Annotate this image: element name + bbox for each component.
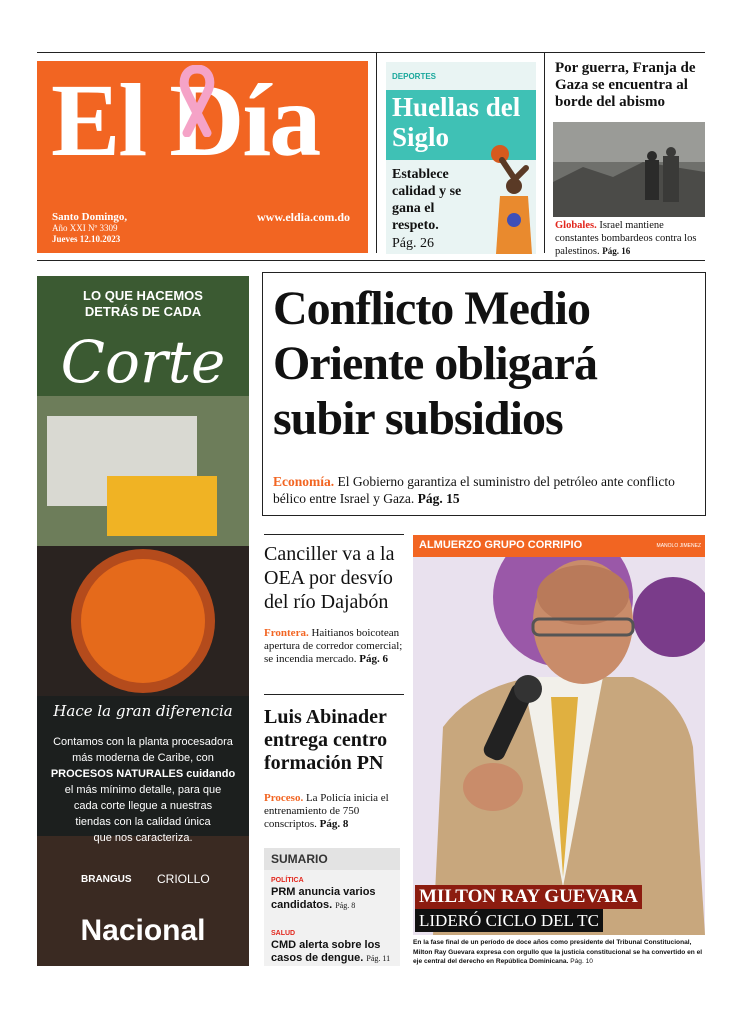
portrait-name: MILTON RAY GUEVARA xyxy=(415,885,642,909)
ad-body-line: PROCESOS NATURALES cuidando xyxy=(50,768,236,780)
teaser-title: Huellas del Siglo xyxy=(392,92,521,152)
top-rule xyxy=(37,52,705,53)
gaza-summary xyxy=(555,220,705,259)
masthead[interactable] xyxy=(37,61,368,253)
almuerzo-photo[interactable] xyxy=(413,557,705,935)
horizontal-rule xyxy=(264,694,404,695)
column-divider xyxy=(544,53,545,253)
story-summary xyxy=(264,792,404,831)
kicker: Economía. xyxy=(273,474,335,489)
ad-script-word: Corte xyxy=(60,328,226,396)
sumario-item[interactable] xyxy=(271,939,399,965)
basketball-player-image xyxy=(472,140,536,254)
page-ref: Pág. 6 xyxy=(359,653,389,665)
ad-top-line: DETRÁS DE CADA xyxy=(84,304,202,319)
caption-text: En la fase final de un período de doce años como presidente del Tribunal Constitucional, Milton Ray Guevara expresa con orgullo que la justicia constitucional se ha convertido en el eje central del derecho en República Dominicana. xyxy=(413,939,703,965)
section-label: DEPORTES xyxy=(392,72,437,81)
ad-body-line: cada corte llegue a nuestras xyxy=(73,800,213,812)
sumario-item-text: PRM anuncia varios candidatos. xyxy=(271,886,376,911)
ad-brand-brangus: BRANGUS xyxy=(81,874,132,885)
sumario-section: SALUD xyxy=(271,930,296,937)
ad-tagline: Hace la gran diferencia xyxy=(53,702,233,720)
pink-ribbon-icon xyxy=(167,65,227,137)
deportes-teaser[interactable] xyxy=(386,62,536,254)
sumario-item-text: CMD alerta sobre los casos de dengue. xyxy=(271,939,381,964)
sumario-section: POLÍTICA xyxy=(271,877,304,884)
kicker: Globales. xyxy=(555,220,597,231)
masthead-url[interactable]: www.eldia.com.do xyxy=(257,210,350,224)
story-summary xyxy=(264,627,404,666)
sumario-box xyxy=(264,848,400,966)
main-story[interactable] xyxy=(262,272,706,516)
ad-body-line: el más mínimo detalle, para que xyxy=(64,784,222,796)
column-divider xyxy=(376,53,377,253)
main-summary xyxy=(273,473,703,507)
page-ref: Pág. 15 xyxy=(417,491,460,506)
logo: El Día xyxy=(51,63,320,178)
teaser-text: Establece calidad y se gana el respeto. xyxy=(392,167,462,233)
summary-text: El Gobierno garantiza el suministro del petróleo ante conflicto bélico entre Israel y Gaza. xyxy=(273,474,675,506)
portrait-subtitle: LIDERÓ CICLO DEL TC xyxy=(415,909,603,932)
page-ref: Pág. 8 xyxy=(319,818,349,830)
horizontal-rule xyxy=(37,260,705,261)
page-ref: Pág. 26 xyxy=(392,236,434,251)
ad-brand-criollo: CRIOLLO xyxy=(157,872,210,886)
gaza-headline[interactable]: Por guerra, Franja de Gaza se encuentra al borde del abismo xyxy=(555,60,696,110)
kicker: Frontera. xyxy=(264,627,309,639)
sumario-title: SUMARIO xyxy=(264,848,400,870)
masthead-date: Jueves 12.10.2023 xyxy=(52,234,121,244)
ad-top-line: LO QUE HACEMOS xyxy=(83,288,203,303)
almuerzo-label: ALMUERZO GRUPO CORRIPIO xyxy=(419,539,583,551)
masthead-edition: Año XXI Nº 3309 xyxy=(52,223,118,233)
portrait-image xyxy=(413,557,705,935)
masthead-city: Santo Domingo, xyxy=(52,211,128,223)
main-headline: Conflicto Medio Oriente obligará subir subsidios xyxy=(273,282,597,445)
story-headline[interactable]: Luis Abinader entrega centro formación PN xyxy=(264,706,388,774)
gaza-photo xyxy=(553,122,705,217)
horizontal-rule xyxy=(264,534,404,535)
ad-body-line: Contamos con la planta procesadora xyxy=(53,736,233,748)
ad-body-line: que nos caracteriza. xyxy=(93,832,193,844)
ad-brand-nacional: Nacional xyxy=(80,914,206,947)
summary-text: Israel mantiene constantes bombardeos contra los palestinos. xyxy=(555,220,697,257)
story-headline[interactable]: Canciller va a la OEA por desvío del río Dajabón xyxy=(264,543,395,613)
page-ref: Pág. 10 xyxy=(570,958,593,965)
summary-text: Haitianos boicotean apertura de corredor comercial; se incendia mercado. xyxy=(264,627,403,665)
summary-text: La Policía inicia el entrenamiento de 750 conscriptos. xyxy=(264,792,389,830)
kicker: Proceso. xyxy=(264,792,304,804)
almuerzo-bar xyxy=(413,535,705,557)
advertisement[interactable] xyxy=(37,276,249,966)
sumario-item[interactable] xyxy=(271,886,399,912)
page-ref: Pág. 11 xyxy=(366,954,391,963)
ad-body-line: más moderna de Caribe, con xyxy=(72,752,214,764)
ad-body-line: tiendas con la calidad única xyxy=(75,816,211,828)
page-ref: Pág. 8 xyxy=(335,901,356,910)
photo-credit: MANOLO JIMENEZ xyxy=(656,543,701,549)
page-ref: Pág. 16 xyxy=(602,246,631,256)
photo-caption xyxy=(413,938,705,967)
